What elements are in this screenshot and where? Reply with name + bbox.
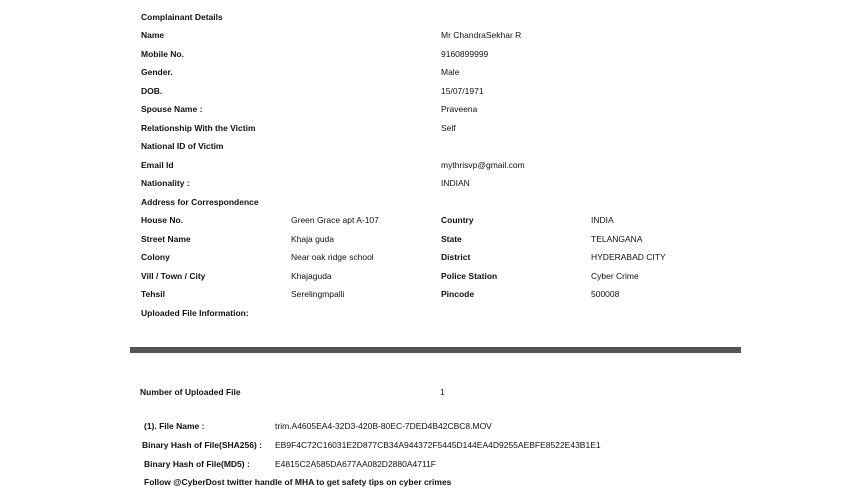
gender-value: Male (441, 67, 460, 77)
uploaded-title: Uploaded File Information: (141, 308, 249, 318)
tehsil-label: Tehsil (141, 289, 165, 299)
city-label: Vill / Town / City (141, 271, 206, 281)
section-divider (130, 347, 741, 353)
footer-note: Follow @CyberDost twitter handle of MHA to get safety tips on cyber crimes (144, 477, 452, 487)
mobile-value: 9160899999 (441, 49, 489, 59)
name-value: Mr ChandraSekhar R (441, 30, 522, 40)
state-value: TELANGANA (591, 234, 643, 244)
nationality-value: INDIAN (441, 178, 470, 188)
dob-value: 15/07/1971 (441, 86, 484, 96)
street-value: Khaja guda (291, 234, 335, 244)
country-label: Country (441, 215, 474, 225)
email-label: Email Id (141, 160, 174, 170)
spouse-label: Spouse Name : (141, 104, 203, 114)
state-label: State (441, 234, 462, 244)
pincode-value: 500008 (591, 289, 620, 299)
section-title: Complainant Details (141, 12, 223, 22)
national-id-label: National ID of Victim (141, 141, 224, 151)
house-no-label: House No. (141, 215, 184, 225)
police-station-value: Cyber Crime (591, 271, 639, 281)
police-station-label: Police Station (441, 271, 498, 281)
country-value: INDIA (591, 215, 614, 225)
email-value: mythrisvp@gmail.com (441, 160, 525, 170)
uploaded-count-label: Number of Uploaded File (140, 387, 241, 397)
tehsil-value: Serelingmpalli (291, 289, 345, 299)
mobile-label: Mobile No. (141, 49, 184, 59)
md5-value: E4815C2A585DA677AA082D2880A4711F (275, 459, 436, 469)
sha256-label: Binary Hash of File(SHA256) : (142, 440, 262, 450)
pincode-label: Pincode (441, 289, 475, 299)
district-value: HYDERABAD CITY (591, 252, 666, 262)
gender-label: Gender. (141, 67, 173, 77)
colony-value: Near oak ridge school (291, 252, 374, 262)
city-value: Khajaguda (291, 271, 332, 281)
uploaded-count-value: 1 (440, 387, 445, 397)
md5-label: Binary Hash of File(MD5) : (144, 459, 250, 469)
sha256-value: EB9F4C72C16031E2D877CB34A944372F5445D144EA4D9255AEBFE8522E43B1E1 (275, 440, 601, 450)
relationship-value: Self (441, 123, 456, 133)
name-label: Name (141, 30, 165, 40)
dob-label: DOB. (141, 86, 163, 96)
house-no-value: Green Grace apt A-107 (291, 215, 379, 225)
file-name-value: trim.A4605EA4-32D3-420B-80EC-7DED4B42CBC8.MOV (275, 421, 492, 431)
relationship-label: Relationship With the Victim (141, 123, 256, 133)
colony-label: Colony (141, 252, 170, 262)
street-label: Street Name (141, 234, 191, 244)
address-title: Address for Correspondence (141, 197, 259, 207)
spouse-value: Praveena (441, 104, 478, 114)
district-label: District (441, 252, 471, 262)
file-name-label: (1). File Name : (144, 421, 205, 431)
nationality-label: Nationality : (141, 178, 190, 188)
